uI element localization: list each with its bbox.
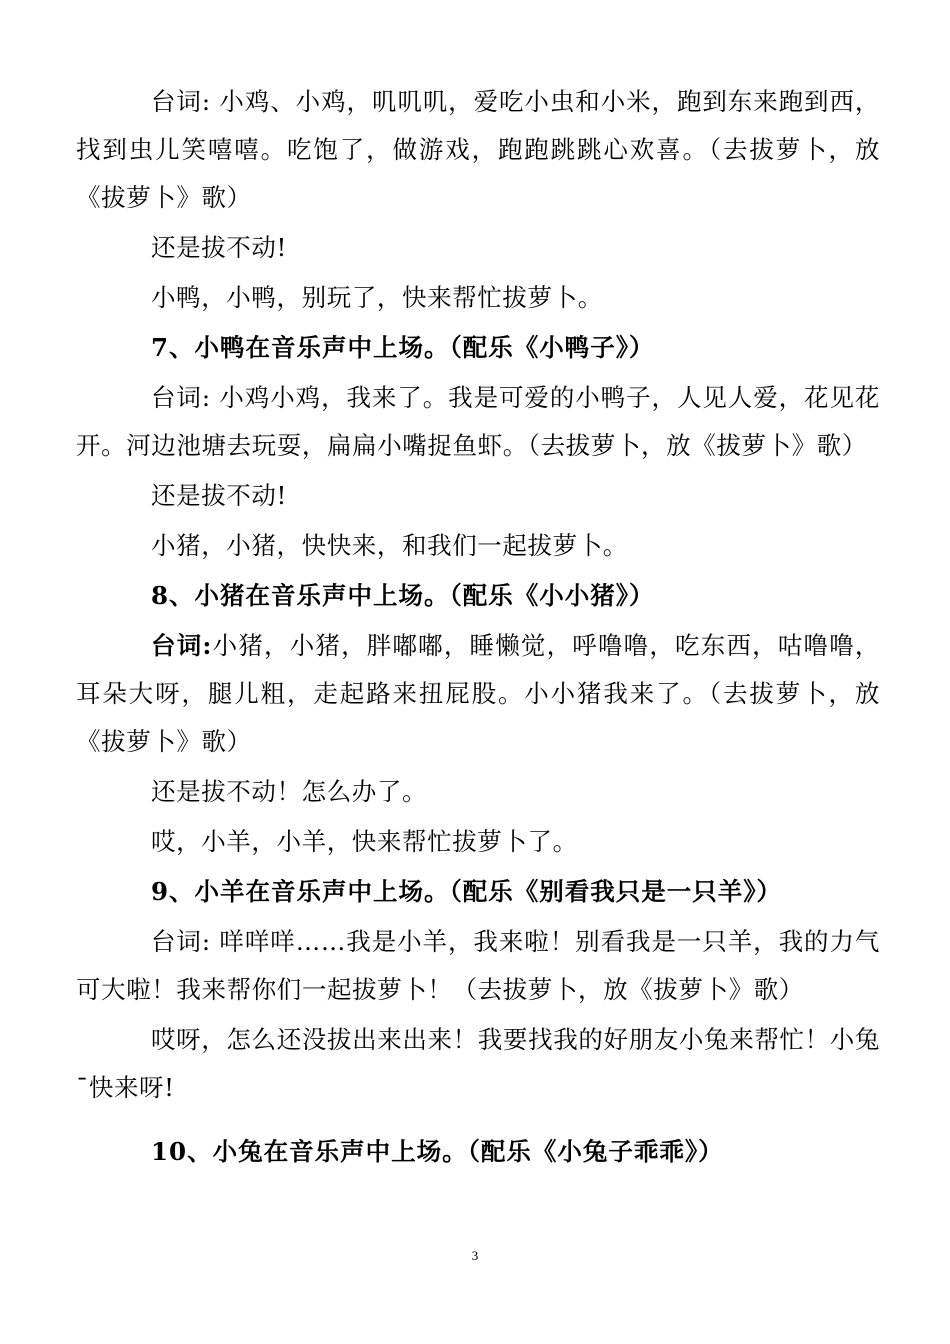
pig-dialogue — [76, 622, 880, 766]
pig-dialogue-text: 小猪，小猪，胖嘟嘟，睡懒觉，呼噜噜，吃东西，咕噜噜，耳朵大呀，腿儿粗，走起路来扭屁股。小小猪我来了。（去拔萝卜，放《拔萝卜》歌） — [76, 631, 880, 756]
section-heading-pig: 8、小猪在音乐声中上场。（配乐《小小猪》） — [151, 581, 655, 610]
narration-line: 小鸭，小鸭，别玩了，快来帮忙拔萝卜。 — [151, 283, 603, 312]
section-heading-rabbit: 10、小兔在音乐声中上场。（配乐《小兔子乖乖》） — [151, 1137, 724, 1166]
narration-line: 还是拔不动! — [151, 481, 287, 510]
chick-dialogue: 台词: 小鸡、小鸡，叽叽叽，爱吃小虫和小米，跑到东来跑到西，找到虫儿笑嘻嘻。吃饱了，做游戏，跑跑跳跳心欢喜。（去拔萝卜，放《拔萝卜》歌） — [76, 87, 880, 212]
sheep-dialogue: 台词: 咩咩咩……我是小羊，我来啦！别看我是一只羊，我的力气可大啦！我来帮你们一起拔萝卜！（去拔萝卜，放《拔萝卜》歌） — [76, 927, 880, 1004]
section-heading-duck: 7、小鸭在音乐声中上场。（配乐《小鸭子》） — [151, 333, 655, 362]
narration-line: 小猪，小猪，快快来，和我们一起拔萝卜。 — [151, 531, 628, 560]
page-number: 3 — [471, 1248, 479, 1263]
dialogue-label: 台词: — [151, 631, 213, 660]
narration-line: 哎，小羊，小羊，快来帮忙拔萝卜了。 — [151, 827, 578, 856]
duck-dialogue: 台词: 小鸡小鸡，我来了。我是可爱的小鸭子，人见人爱，花见花开。河边池塘去玩耍，扁扁小嘴捉鱼虾。（去拔萝卜，放《拔萝卜》歌） — [76, 383, 880, 460]
narration-line: 哎呀，怎么还没拔出来出来！我要找我的好朋友小兔来帮忙！小兔¯快来呀! — [76, 1025, 880, 1102]
section-heading-sheep: 9、小羊在音乐声中上场。（配乐《别看我只是一只羊》） — [151, 877, 783, 906]
narration-line: 还是拔不动! — [151, 233, 287, 262]
script-body — [76, 78, 880, 1178]
narration-line: 还是拔不动！怎么办了。 — [151, 777, 428, 806]
